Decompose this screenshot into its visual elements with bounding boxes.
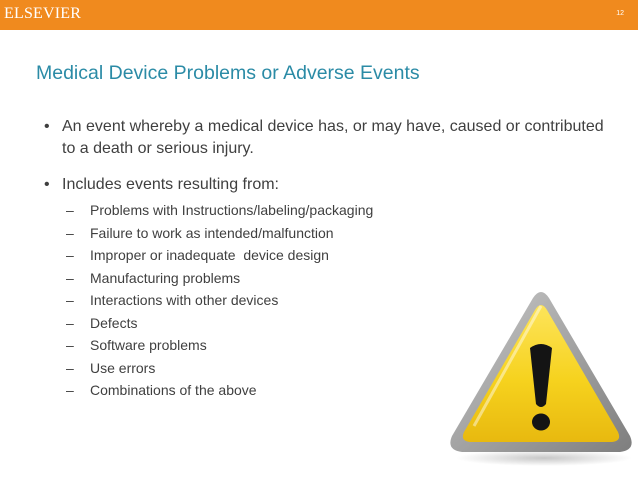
sub-bullet-item (62, 244, 604, 267)
slide-number: 12 (616, 10, 624, 17)
warning-triangle-icon (440, 286, 638, 468)
bullet-marker: • (44, 176, 50, 193)
dash-marker: – (66, 359, 74, 376)
sub-bullet-item (62, 199, 604, 222)
bullet-marker: • (44, 118, 50, 135)
sub-bullet-text: Software problems (90, 337, 207, 353)
sub-bullet-text: Use errors (90, 359, 156, 376)
header-bar (0, 0, 638, 30)
dash-marker: – (66, 202, 74, 218)
bullet-text: Includes events resulting from: (62, 176, 279, 193)
sub-bullet-text: Manufacturing problems (90, 269, 241, 286)
dash-marker: – (66, 247, 74, 263)
dash-marker: – (66, 337, 74, 353)
dash-marker: – (66, 224, 74, 241)
slide-title: Medical Device Problems or Adverse Events (36, 62, 420, 84)
sub-bullet-text: Combinations of the above (90, 382, 257, 398)
elsevier-logo: ELSEVIER (4, 5, 82, 22)
dash-marker: – (66, 382, 74, 398)
sub-bullet-text: Problems with Instructions/labeling/packaging (90, 202, 374, 218)
sub-bullet-text: Improper or inadequate device design (90, 247, 329, 263)
dash-marker: – (66, 292, 74, 308)
dash-marker: – (66, 269, 74, 286)
sub-bullet-text: Defects (90, 314, 138, 331)
sub-bullet-text: Interactions with other devices (90, 292, 279, 308)
sub-bullet-text: Failure to work as intended/malfunction (90, 224, 334, 241)
dash-marker: – (66, 314, 74, 331)
sub-bullet-item (62, 222, 604, 245)
bullet-item-definition (44, 116, 604, 160)
bullet-text: An event whereby a medical device has, or may have, caused or contributed to a death or serious injury. (62, 118, 604, 157)
